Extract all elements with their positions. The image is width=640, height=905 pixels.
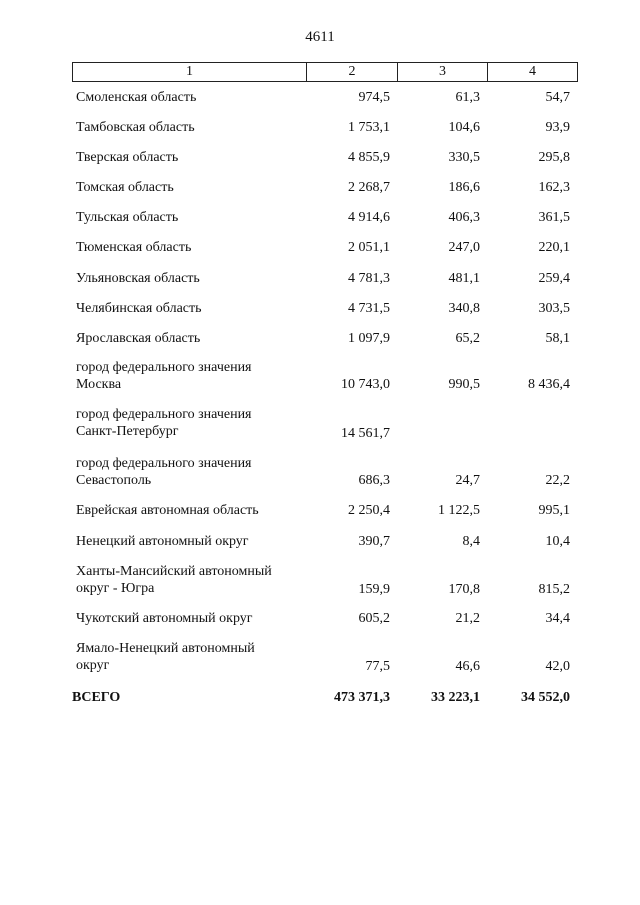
value-col3: 170,8	[448, 582, 480, 597]
value-col3: 61,3	[455, 90, 480, 105]
value-col2: 686,3	[358, 473, 390, 488]
value-col2: 1 753,1	[348, 120, 390, 135]
total-label: ВСЕГО	[72, 690, 121, 705]
value-col2: 14 561,7	[341, 426, 390, 441]
region-name-line1: Ямало-Ненецкий автономный	[76, 641, 255, 656]
region-name	[76, 640, 316, 674]
value-col3: 340,8	[448, 301, 480, 316]
value-col4: 54,7	[545, 90, 570, 105]
value-col3: 481,1	[448, 271, 480, 286]
region-name	[76, 406, 316, 440]
region-name	[76, 563, 316, 597]
value-col2: 4 855,9	[348, 150, 390, 165]
region-name: Ульяновская область	[76, 271, 200, 286]
column-header-2: 2	[307, 63, 398, 82]
value-col2: 4 914,6	[348, 210, 390, 225]
value-col3: 65,2	[455, 331, 480, 346]
region-name: Ненецкий автономный округ	[76, 534, 249, 549]
region-name: Тюменская область	[76, 240, 192, 255]
value-col2: 1 097,9	[348, 331, 390, 346]
value-col4: 8 436,4	[528, 377, 570, 392]
value-col2: 390,7	[358, 534, 390, 549]
page-number: 4611	[305, 29, 335, 45]
value-col4: 10,4	[545, 534, 570, 549]
value-col4: 93,9	[545, 120, 570, 135]
value-col3: 46,6	[455, 659, 480, 674]
region-name: Еврейская автономная область	[76, 503, 259, 518]
value-col2: 974,5	[358, 90, 390, 105]
value-col4: 162,3	[538, 180, 570, 195]
value-col2: 4 731,5	[348, 301, 390, 316]
value-col4: 220,1	[538, 240, 570, 255]
region-name: Чукотский автономный округ	[76, 611, 253, 626]
value-col4: 58,1	[545, 331, 570, 346]
value-col3: 8,4	[462, 534, 480, 549]
value-col3: 186,6	[448, 180, 480, 195]
region-name: Ярославская область	[76, 331, 201, 346]
total-col4: 34 552,0	[521, 690, 570, 705]
region-name	[76, 455, 316, 489]
total-col3: 33 223,1	[431, 690, 480, 705]
value-col3: 1 122,5	[438, 503, 480, 518]
value-col4: 995,1	[538, 503, 570, 518]
total-col2: 473 371,3	[334, 690, 390, 705]
value-col4: 361,5	[538, 210, 570, 225]
value-col2: 2 250,4	[348, 503, 390, 518]
value-col3: 330,5	[448, 150, 480, 165]
region-name: Тверская область	[76, 150, 179, 165]
value-col2: 4 781,3	[348, 271, 390, 286]
region-name: Томская область	[76, 180, 174, 195]
region-name	[76, 359, 316, 393]
value-col3: 24,7	[455, 473, 480, 488]
region-name: Смоленская область	[76, 90, 197, 105]
value-col3: 247,0	[448, 240, 480, 255]
value-col3: 21,2	[455, 611, 480, 626]
value-col4: 42,0	[545, 659, 570, 674]
value-col3: 990,5	[448, 377, 480, 392]
value-col2: 159,9	[358, 582, 390, 597]
column-header-3: 3	[398, 63, 488, 82]
value-col2: 10 743,0	[341, 377, 390, 392]
value-col4: 815,2	[538, 582, 570, 597]
region-name: Челябинская область	[76, 301, 202, 316]
value-col2: 2 268,7	[348, 180, 390, 195]
value-col3: 104,6	[448, 120, 480, 135]
region-name-line2: округ	[76, 658, 110, 673]
value-col2: 2 051,1	[348, 240, 390, 255]
column-header-1: 1	[73, 63, 307, 82]
region-name: Тамбовская область	[76, 120, 195, 135]
value-col2: 605,2	[358, 611, 390, 626]
value-col4: 259,4	[538, 271, 570, 286]
region-name-line1: город федерального значения	[76, 360, 252, 375]
value-col4: 34,4	[545, 611, 570, 626]
region-name-line1: город федерального значения	[76, 456, 252, 471]
region-name-line2: округ - Югра	[76, 581, 155, 596]
region-name-line1: Ханты-Мансийский автономный	[76, 564, 272, 579]
region-name: Тульская область	[76, 210, 179, 225]
value-col4: 303,5	[538, 301, 570, 316]
region-name-line2: Санкт-Петербург	[76, 424, 179, 439]
value-col4: 295,8	[538, 150, 570, 165]
region-name-line2: Москва	[76, 377, 122, 392]
value-col2: 77,5	[365, 659, 390, 674]
value-col3: 406,3	[448, 210, 480, 225]
column-header-4: 4	[488, 63, 578, 82]
region-name-line1: город федерального значения	[76, 407, 252, 422]
region-name-line2: Севастополь	[76, 473, 152, 488]
value-col4: 22,2	[545, 473, 570, 488]
